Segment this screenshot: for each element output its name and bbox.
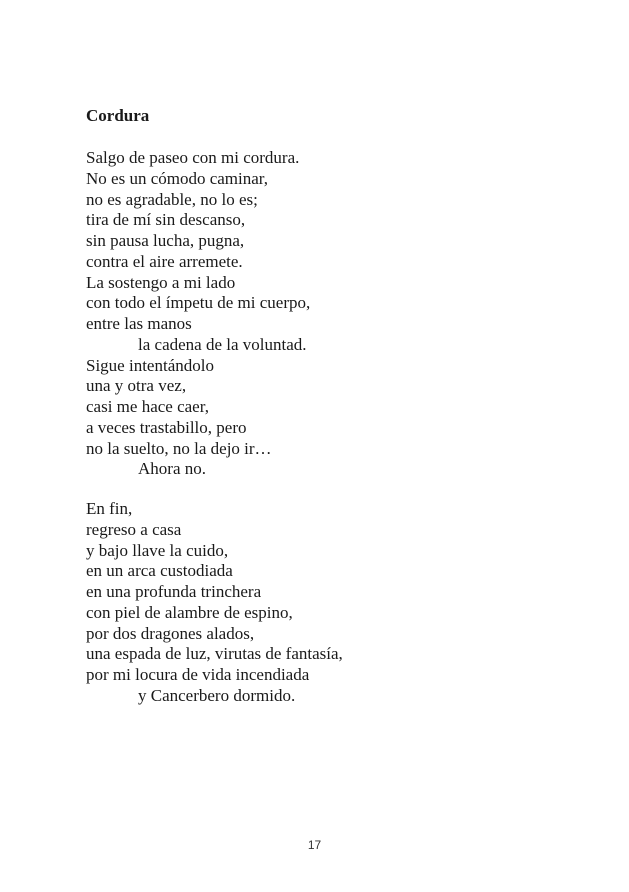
poem-line: no la suelto, no la dejo ir… — [86, 438, 272, 458]
poem-line: La sostengo a mi lado — [86, 272, 236, 292]
poem-line: por dos dragones alados, — [86, 623, 255, 643]
poem-line: la cadena de la voluntad. — [138, 334, 307, 354]
poem-line: En fin, — [86, 499, 133, 518]
poem-line: Salgo de paseo con mi cordura. — [86, 148, 300, 167]
poem-line: sin pausa lucha, pugna, — [86, 231, 245, 250]
poem-line: y bajo llave la cuido, — [86, 540, 229, 560]
poem-line: tira de mí sin descanso, — [86, 210, 246, 230]
poem-line: con piel de alambre de espino, — [86, 602, 293, 622]
poem-title: Cordura — [86, 106, 150, 125]
poem-line: contra el aire arremete. — [86, 251, 243, 271]
poem-line: una espada de luz, virutas de fantasía, — [86, 644, 343, 664]
poem-line: una y otra vez, — [86, 376, 187, 396]
poem-line: con todo el ímpetu de mi cuerpo, — [86, 293, 311, 313]
poem-line: Sigue intentándolo — [86, 355, 214, 375]
poem-line: no es agradable, no lo es; — [86, 189, 258, 209]
poem-line: casi me hace caer, — [86, 397, 209, 416]
poem-line: entre las manos — [86, 314, 192, 333]
poem-line: y Cancerbero dormido. — [138, 685, 296, 705]
poem-line: regreso a casa — [86, 519, 182, 539]
poem-line: en un arca custodiada — [86, 561, 233, 581]
stanza-2 — [86, 499, 343, 707]
stanza-1 — [86, 148, 310, 480]
poem-line: por mi locura de vida incendiada — [86, 665, 310, 684]
page-number: 17 — [307, 838, 322, 852]
poem-line: a veces trastabillo, pero — [86, 417, 247, 437]
poem-line: en una profunda trinchera — [86, 582, 262, 601]
poem-line: No es un cómodo caminar, — [86, 168, 269, 188]
poem-line: Ahora no. — [138, 459, 206, 479]
